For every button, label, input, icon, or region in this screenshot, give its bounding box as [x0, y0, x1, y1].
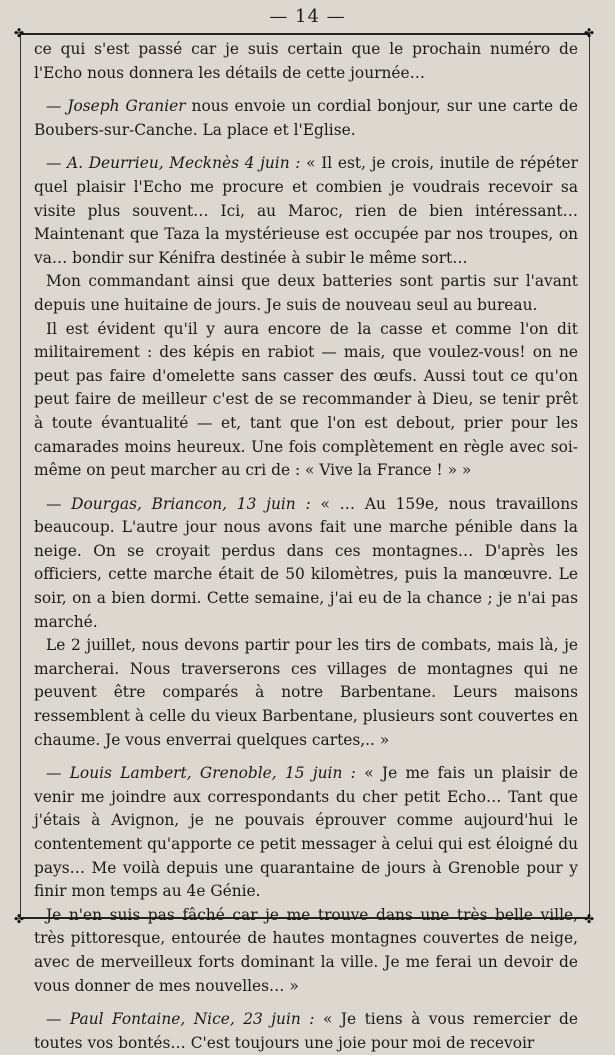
paragraph: — Paul Fontaine, Nice, 23 juin : « Je tiens à vous remercier de toutes vos bontés… C'est toujours une joie pour moi de recevoir [34, 1010, 578, 1052]
corner-ornament-icon: ✤ [14, 912, 25, 926]
corner-ornament-icon: ✤ [584, 912, 595, 926]
correspondent-name: — A. Deurrieu, Mecknès 4 juin : [46, 154, 301, 173]
paragraph: Le 2 juillet, nous devons partir pour les tirs de combats, mais là, je marcherai. Nous traverserons ces villages de montagnes qui ne peuvent être comparés à notre Barbentane. Leurs maisons ressemblent à celle du vieux Barbentane, plusieurs sont couvertes en chaume. Je vous enverrai quelques cartes,.. » [34, 636, 578, 749]
paragraph: Il est évident qu'il y aura encore de la casse et comme l'on dit militairement : des képis en rabiot — mais, que voulez-vous! on ne peut pas faire d'omelette sans casser des œufs. Aussi tout ce qu'on peut faire de meilleur c'est de se recommander à Dieu, se tenir prêt à toute évantualité — et, tant que l'on est debout, prier pour les camarades moins heureux. Une fois complètement en règle avec soi-même on peut marcher au cri de : « Vive la France ! » » [34, 319, 578, 480]
correspondent-name: — Joseph Granier [46, 97, 186, 116]
paragraph: — Joseph Granier nous envoie un cordial bonjour, sur une carte de Boubers-sur-Canche. La place et l'Eglise. [34, 97, 579, 139]
letters-column [34, 38, 578, 1055]
page-number: — 14 — [269, 6, 346, 27]
correspondent-name: — Dourgas, Briancon, 13 juin : [46, 494, 311, 513]
correspondent-name: — Paul Fontaine, Nice, 23 juin : [46, 1010, 315, 1029]
corner-ornament-icon: ✤ [14, 26, 25, 40]
paragraph: — A. Deurrieu, Mecknès 4 juin : « Il est, je crois, inutile de répéter quel plaisir l'Echo me procure et combien je voudrais recevoir sa visite plus souvent… Ici, au Maroc, rien de bien intéressant… Maintenant que Taza la mystérieuse est occupée par nos troupes, on va… bondir sur Kénifra destinée à subir le même sort… [34, 154, 578, 267]
paragraph: — Dourgas, Briancon, 13 juin : « … Au 159e, nous travaillons beaucoup. L'autre jour nous avons fait une marche pénible dans la neige. On se croyait perdus dans ces montagnes… D'après les officiers, cette marche était de 50 kilomètres, puis la manœuvre. Le soir, on a bien dormi. Cette semaine, j'ai eu de la chance ; je n'ai pas marché. [34, 494, 579, 631]
paragraph: ce qui s'est passé car je suis certain que le prochain numéro de l'Echo nous donnera les détails de cette journée… [34, 40, 578, 82]
correspondent-name: — Louis Lambert, Grenoble, 15 juin : [46, 764, 356, 783]
paragraph: Mon commandant ainsi que deux batteries sont partis sur l'avant depuis une huitaine de jours. Je suis de nouveau seul au bureau. [34, 272, 578, 314]
corner-ornament-icon: ✤ [584, 26, 595, 40]
paragraph: — Louis Lambert, Grenoble, 15 juin : « Je me fais un plaisir de venir me joindre aux correspondants du cher petit Echo… Tant que j'étais à Avignon, je ne pouvais éprouver comme aujourd'hui le contentement qu'apporte ce petit messager à celui qui est éloigné du pays… Me voilà depuis une quarantaine de jours à Grenoble pour y finir mon temps au 4e Génie. [34, 764, 578, 901]
paragraph: Je n'en suis pas fâché car je me trouve dans une très belle ville, très pittoresque, entourée de hautes montagnes couvertes de neige, avec de merveilleux forts dominant la ville. Je me ferai un devoir de vous donner de mes nouvelles… » [34, 905, 578, 995]
